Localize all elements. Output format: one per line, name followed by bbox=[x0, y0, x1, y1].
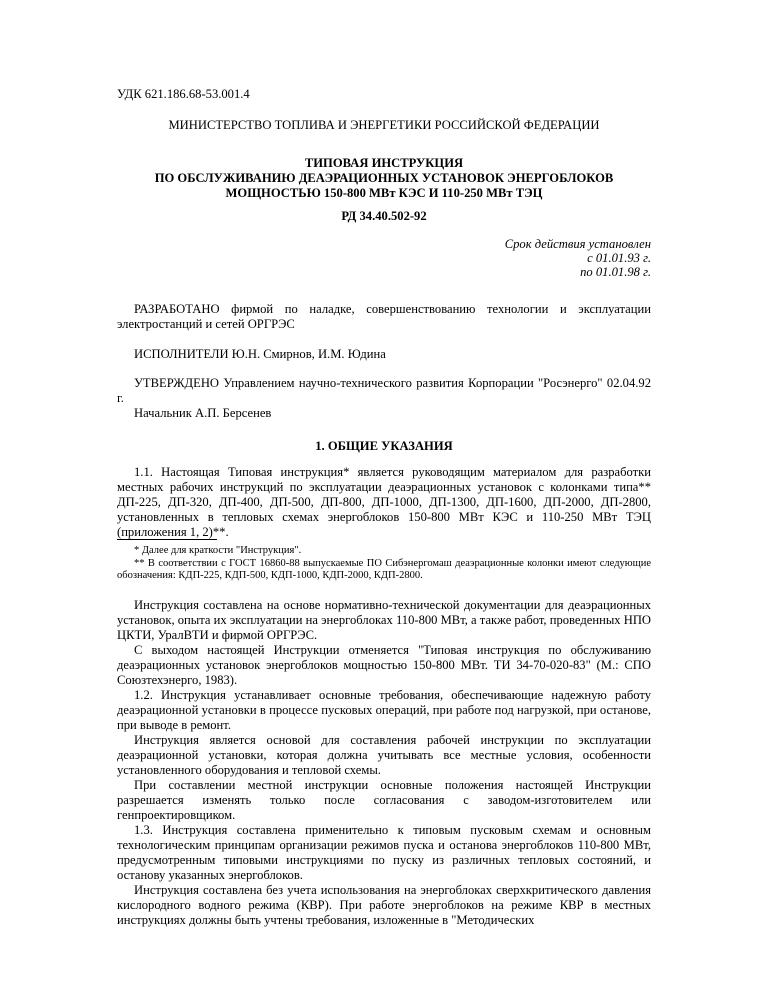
document-title bbox=[117, 156, 651, 201]
approved-by: УТВЕРЖДЕНО Управлением научно-технического развития Корпорации "Росэнерго" 02.04.92 г. bbox=[117, 376, 651, 405]
main-text bbox=[117, 598, 651, 928]
paragraph: Инструкция составлена на основе нормативно-технической документации для деаэрационных установок, опыта их эксплуатации на энергоблоках 110-800 МВт, а также работ, проведенных НПО ЦКТИ, УралВТИ и фирмой ОРГРЭС. bbox=[117, 598, 652, 642]
validity-line: с 01.01.93 г. bbox=[587, 251, 651, 265]
chief: Начальник А.П. Берсенев bbox=[134, 406, 272, 420]
section-1-1 bbox=[117, 465, 651, 540]
paragraph: С выходом настоящей Инструкции отменяется "Типовая инструкция по обслуживанию деаэрационных установок энергоблоков мощностью 150-800 МВт. ТИ 34-70-020-83" (М.: СПО Союзтехэнерго, 1983). bbox=[117, 643, 651, 687]
paragraph: 1.2. Инструкция устанавливает основные требования, обеспечивающие надежную работу деаэрационной установки в процессе пусковых операций, при работе под нагрузкой, при останове, при выводе в ремонт. bbox=[117, 688, 651, 732]
paragraph: Инструкция составлена без учета использования на энергоблоках сверхкритического давления кислородного водного режима (КВР). При работе энергоблоков на режиме КВР в местных инструкциях должны быть учтены требования, изложенные в "Методических bbox=[117, 883, 651, 927]
paragraph: 1.3. Инструкция составлена применительно к типовым пусковым схемам и основным технологическим принципам организации режимов пуска и останова энергоблоков 110-800 МВт, предусмотренным типовыми инструкциями по пуску из различных тепловых состояний, и останову указанных энергоблоков. bbox=[117, 823, 651, 882]
section-heading: 1. ОБЩИЕ УКАЗАНИЯ bbox=[315, 439, 453, 453]
executors: ИСПОЛНИТЕЛИ Ю.Н. Смирнов, И.М. Юдина bbox=[134, 347, 386, 361]
credits bbox=[117, 302, 651, 332]
rd-number: РД 34.40.502-92 bbox=[341, 209, 427, 223]
footnote-1: * Далее для краткости "Инструкция". bbox=[134, 545, 302, 556]
footnote-divider bbox=[117, 539, 217, 540]
footnotes bbox=[117, 545, 651, 583]
title-line: ПО ОБСЛУЖИВАНИЮ ДЕАЭРАЦИОННЫХ УСТАНОВОК ЭНЕРГОБЛОКОВ bbox=[154, 171, 614, 185]
paragraph: Инструкция является основой для составления рабочей инструкции по эксплуатации деаэрационной установки, которая должна учитывать все местные условия, особенности установленного оборудования и тепловой схемы. bbox=[117, 733, 651, 777]
executors-block bbox=[117, 347, 651, 362]
footnote-2: ** В соответствии с ГОСТ 16860-88 выпускаемые ПО Сибэнергомаш деаэрационные колонки имеют следующие обозначения: КДП-225, КДП-500, КДП-1000, КДП-2000, КДП-2800. bbox=[117, 557, 651, 581]
paragraph: При составлении местной инструкции основные положения настоящей Инструкции разрешается изменять только после согласования с заводом-изготовителем или генпроектировщиком. bbox=[117, 778, 651, 822]
validity-line: Срок действия установлен bbox=[504, 237, 651, 251]
validity-period bbox=[505, 237, 651, 279]
udc-code: УДК 621.186.68-53.001.4 bbox=[117, 87, 250, 101]
approval-block bbox=[117, 376, 651, 421]
validity-line: по 01.01.98 г. bbox=[580, 265, 651, 279]
title-line: ТИПОВАЯ ИНСТРУКЦИЯ bbox=[304, 156, 464, 170]
paragraph-1-1: 1.1. Настоящая Типовая инструкция* является руководящим материалом для разработки местных рабочих инструкций по эксплуатации деаэрационных установок с колонками типа** ДП-225, ДП-320, ДП-400, ДП-500, ДП-800, ДП-1000, ДП-1300, ДП-1600, ДП-2000, ДП-2800, установленных в тепловых схемах энергоблоков 150-800 МВт КЭС и 110-250 МВт ТЭЦ (приложения 1, 2)**. bbox=[117, 465, 651, 539]
ministry-name: МИНИСТЕРСТВО ТОПЛИВА И ЭНЕРГЕТИКИ РОССИЙСКОЙ ФЕДЕРАЦИИ bbox=[168, 118, 600, 132]
developed-by: РАЗРАБОТАНО фирмой по наладке, совершенствованию технологии и эксплуатации электростанций и сетей ОРГРЭС bbox=[117, 302, 651, 331]
title-line: МОЩНОСТЬЮ 150-800 МВт КЭС И 110-250 МВт ТЭЦ bbox=[225, 186, 543, 200]
